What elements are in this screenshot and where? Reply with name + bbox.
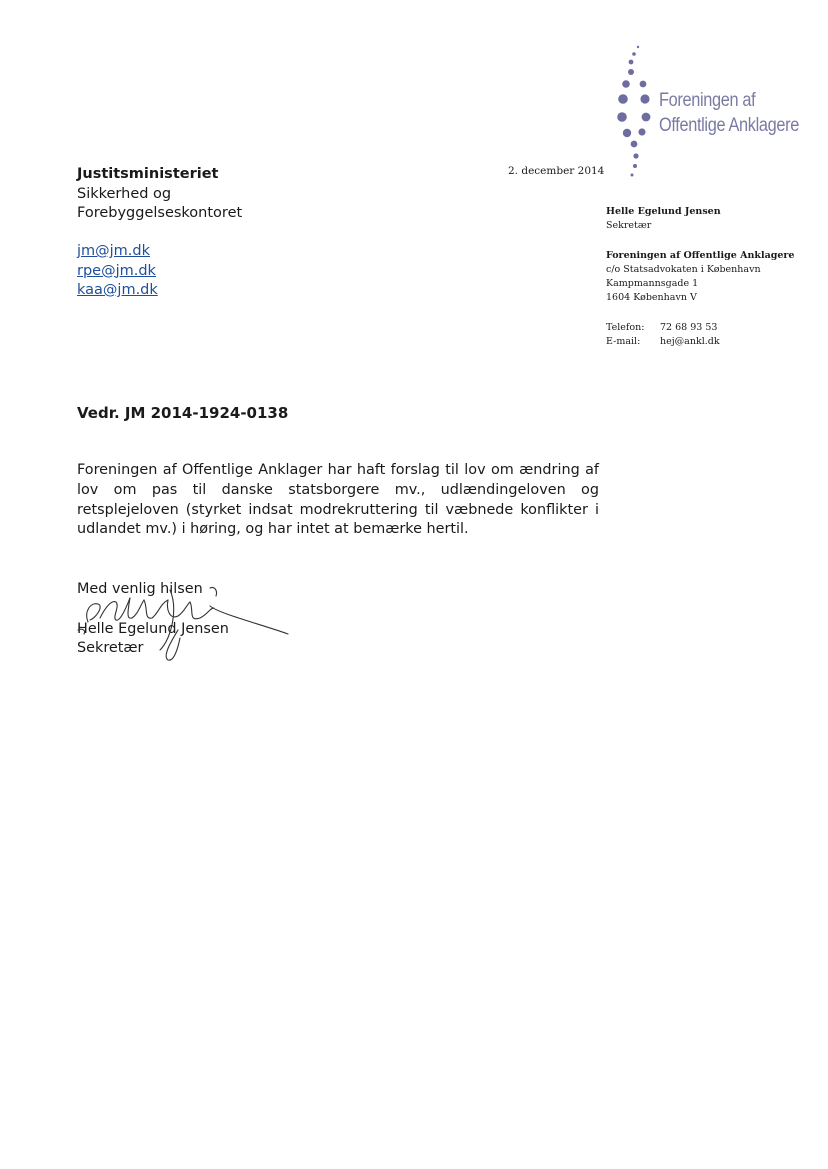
recipient-department-line-1: Sikkerhed og [77, 185, 172, 202]
email-value: hej@ankl.dk [660, 336, 720, 347]
sender-title: Sekretær [606, 220, 652, 231]
handwritten-signature [60, 578, 300, 668]
logo-wordmark [659, 88, 799, 138]
sender-address-2: Kampmannsgade 1 [606, 278, 699, 289]
recipient-emails [77, 242, 158, 301]
recipient-block [77, 165, 242, 224]
recipient-department-line-2: Forebyggelseskontoret [77, 205, 243, 221]
closing-title: Sekretær [77, 640, 144, 657]
closing-name: Helle Egelund Jensen [77, 620, 229, 637]
email-link-jm[interactable]: jm@jm.dk [77, 243, 151, 259]
sender-address-3: 1604 København V [606, 292, 697, 303]
phone-label: Telefon: [606, 322, 645, 333]
association-logo-icon [612, 44, 656, 184]
email-link-rpe[interactable]: rpe@jm.dk [77, 262, 156, 279]
sender-organization: Foreningen af Offentlige Anklagere [606, 250, 795, 261]
sender-address-1: c/o Statsadvokaten i København [606, 264, 761, 275]
recipient-ministry: Justitsministeriet [77, 166, 219, 182]
email-row [606, 335, 794, 349]
letter-date: 2. december 2014 [508, 165, 605, 177]
email-link-kaa[interactable]: kaa@jm.dk [77, 282, 158, 298]
logo-line-2: Offentlige Anklagere [659, 115, 799, 136]
sender-name: Helle Egelund Jensen [606, 206, 721, 217]
email-label: E-mail: [606, 336, 641, 347]
sender-block [606, 205, 794, 349]
closing-greeting: Med venlig hilsen [77, 581, 203, 597]
letter-subject: Vedr. JM 2014-1924-0138 [77, 404, 289, 422]
phone-value: 72 68 93 53 [660, 322, 718, 333]
logo-line-1: Foreningen af [659, 90, 756, 111]
phone-row [606, 321, 794, 335]
letter-body: Foreningen af Offentlige Anklager har haft forslag til lov om ændring af lov om pas til danske statsborgere mv., udlændingeloven og retsplejeloven (styrket indsat modrekruttering til væbnede konflikter i udlandet mv.) i høring, og har intet at bemærke hertil. [77, 462, 599, 538]
